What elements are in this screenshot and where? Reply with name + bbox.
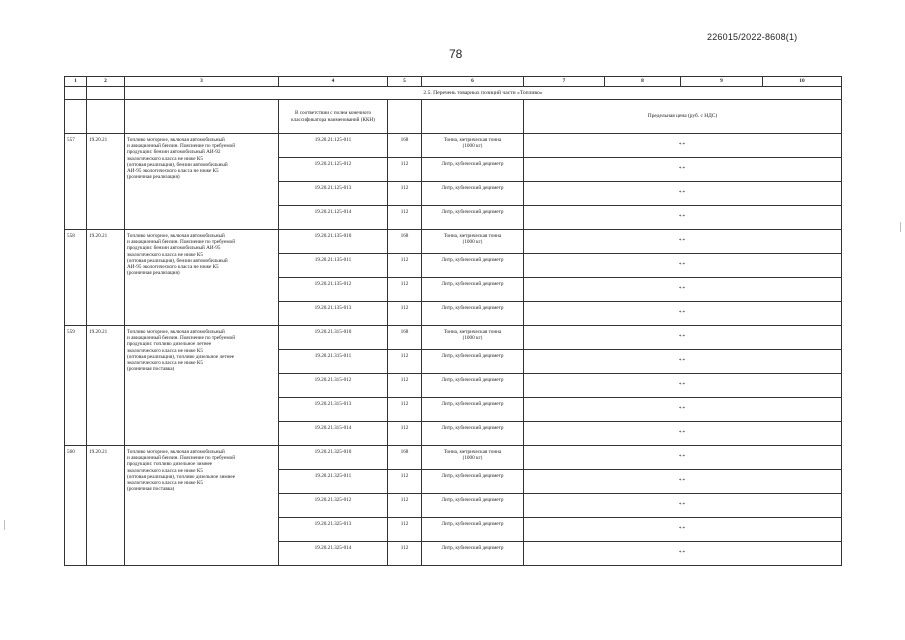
kkn-code: 19.20.21.125-013: [279, 182, 388, 206]
position-number: 560: [65, 446, 87, 566]
unit-name: Литр, кубический дециметр: [422, 182, 524, 206]
price-value: **: [524, 182, 842, 206]
section-title: 2.5. Перечень товарных позиций части «Топливо»: [125, 87, 842, 100]
column-number-row: [65, 77, 842, 87]
price-value: **: [524, 446, 842, 470]
unit-name: Литр, кубический дециметр: [422, 350, 524, 374]
product-description: Топливо моторное, включая автомобильный и авиационный бензин. Пояснение по требуемой продукции: бензин автомобильный АИ-95 экологического класса не ниже К5 (оптовая реализация), бензин автомобильный АИ-95 экологического класса не ниже К5 (розничная реализация): [125, 230, 279, 326]
price-value: **: [524, 374, 842, 398]
kkn-code: 19.20.21.325-014: [279, 542, 388, 566]
okei-code: 112: [388, 302, 422, 326]
okpd-code: 19.20.21: [87, 230, 125, 326]
price-value: **: [524, 398, 842, 422]
unit-name: Тонна, метрическая тонна (1000 кг): [422, 134, 524, 158]
col-number: 7: [524, 77, 605, 87]
page-number: 78: [449, 47, 463, 61]
price-value: **: [524, 230, 842, 254]
left-margin-mark: [4, 520, 5, 530]
kkn-code: 19.20.21.135-013: [279, 302, 388, 326]
okei-code: 112: [388, 206, 422, 230]
price-value: **: [524, 422, 842, 446]
okei-code: 168: [388, 446, 422, 470]
unit-name: Литр, кубический дециметр: [422, 542, 524, 566]
section-title-row: [65, 87, 842, 100]
product-description: Топливо моторное, включая автомобильный и авиационный бензин. Пояснение по требуемой продукции: топливо дизельное летнее экологического класса не ниже К5 (оптовая реализация), топливо дизельное летнее экологического класса не ниже К5 (розничная поставка): [125, 326, 279, 446]
unit-name: Литр, кубический дециметр: [422, 158, 524, 182]
price-value: **: [524, 518, 842, 542]
table-row: [65, 230, 842, 254]
okei-code: 112: [388, 158, 422, 182]
table-row: [65, 134, 842, 158]
unit-name: Литр, кубический дециметр: [422, 302, 524, 326]
kkn-header: В соответствии с полем конечного классификатора наименований (ККН): [279, 100, 388, 134]
price-value: **: [524, 134, 842, 158]
unit-name: Литр, кубический дециметр: [422, 206, 524, 230]
okei-code: 112: [388, 398, 422, 422]
okei-code: 112: [388, 182, 422, 206]
kkn-code: 19.20.21.325-010: [279, 446, 388, 470]
col-number: 4: [279, 77, 388, 87]
okei-code: 112: [388, 278, 422, 302]
kkn-code: 19.20.21.315-012: [279, 374, 388, 398]
kkn-code: 19.20.21.135-010: [279, 230, 388, 254]
position-number: 559: [65, 326, 87, 446]
kkn-code: 19.20.21.135-012: [279, 278, 388, 302]
position-number: 558: [65, 230, 87, 326]
price-value: **: [524, 302, 842, 326]
col-number: 10: [763, 77, 842, 87]
okei-code: 112: [388, 422, 422, 446]
table-row: [65, 326, 842, 350]
unit-name: Литр, кубический дециметр: [422, 254, 524, 278]
col-number: 3: [125, 77, 279, 87]
unit-name: Литр, кубический дециметр: [422, 374, 524, 398]
document-id: 226015/2022-8608(1): [707, 32, 798, 42]
okei-code: 112: [388, 470, 422, 494]
okei-code: 112: [388, 254, 422, 278]
unit-name: Литр, кубический дециметр: [422, 422, 524, 446]
okei-code: 168: [388, 326, 422, 350]
unit-name: Тонна, метрическая тонна (1000 кг): [422, 326, 524, 350]
okei-code: 112: [388, 494, 422, 518]
col-number: 5: [388, 77, 422, 87]
position-number: 557: [65, 134, 87, 230]
kkn-code: 19.20.21.315-013: [279, 398, 388, 422]
price-value: **: [524, 350, 842, 374]
table-row: [65, 446, 842, 470]
kkn-code: 19.20.21.125-012: [279, 158, 388, 182]
col-number: 6: [422, 77, 524, 87]
product-description: Топливо моторное, включая автомобильный и авиационный бензин. Пояснение по требуемой продукции: бензин автомобильный АИ-92 экологического класса не ниже К5 (оптовая реализация), бензин автомобильный АИ-95 экологического класса не ниже К5 (розничная реализация): [125, 134, 279, 230]
kkn-code: 19.20.21.325-013: [279, 518, 388, 542]
price-value: **: [524, 254, 842, 278]
okei-code: 168: [388, 230, 422, 254]
kkn-code: 19.20.21.125-011: [279, 134, 388, 158]
okei-code: 168: [388, 134, 422, 158]
price-value: **: [524, 326, 842, 350]
kkn-code: 19.20.21.325-011: [279, 470, 388, 494]
price-value: **: [524, 158, 842, 182]
kkn-code: 19.20.21.135-011: [279, 254, 388, 278]
product-description: Топливо моторное, включая автомобильный и авиационный бензин. Пояснение по требуемой продукции: топливо дизельное зимнее экологического класса не ниже К5 (оптовая реализация), топливо дизельное зимнее экологического класса не ниже К5 (розничная поставка): [125, 446, 279, 566]
price-header: Предельная цена (руб. с НДС): [524, 100, 842, 134]
okei-code: 112: [388, 374, 422, 398]
okei-code: 112: [388, 518, 422, 542]
col-number: 8: [605, 77, 681, 87]
unit-name: Литр, кубический дециметр: [422, 278, 524, 302]
okpd-code: 19.20.21: [87, 326, 125, 446]
col-number: 1: [65, 77, 87, 87]
goods-price-table: [64, 76, 842, 566]
okpd-code: 19.20.21: [87, 134, 125, 230]
kkn-code: 19.20.21.315-011: [279, 350, 388, 374]
price-value: **: [524, 494, 842, 518]
kkn-code: 19.20.21.125-014: [279, 206, 388, 230]
price-value: **: [524, 542, 842, 566]
unit-name: Тонна, метрическая тонна (1000 кг): [422, 446, 524, 470]
price-value: **: [524, 470, 842, 494]
price-value: **: [524, 278, 842, 302]
unit-name: Литр, кубический дециметр: [422, 398, 524, 422]
okpd-code: 19.20.21: [87, 446, 125, 566]
unit-name: Литр, кубический дециметр: [422, 470, 524, 494]
subheader-row: [65, 100, 842, 134]
price-value: **: [524, 206, 842, 230]
unit-name: Тонна, метрическая тонна (1000 кг): [422, 230, 524, 254]
col-number: 9: [681, 77, 763, 87]
kkn-code: 19.20.21.315-014: [279, 422, 388, 446]
col-number: 2: [87, 77, 125, 87]
kkn-code: 19.20.21.325-012: [279, 494, 388, 518]
unit-name: Литр, кубический дециметр: [422, 494, 524, 518]
okei-code: 112: [388, 350, 422, 374]
right-margin-mark: [900, 222, 901, 232]
okei-code: 112: [388, 542, 422, 566]
kkn-code: 19.20.21.315-010: [279, 326, 388, 350]
unit-name: Литр, кубический дециметр: [422, 518, 524, 542]
